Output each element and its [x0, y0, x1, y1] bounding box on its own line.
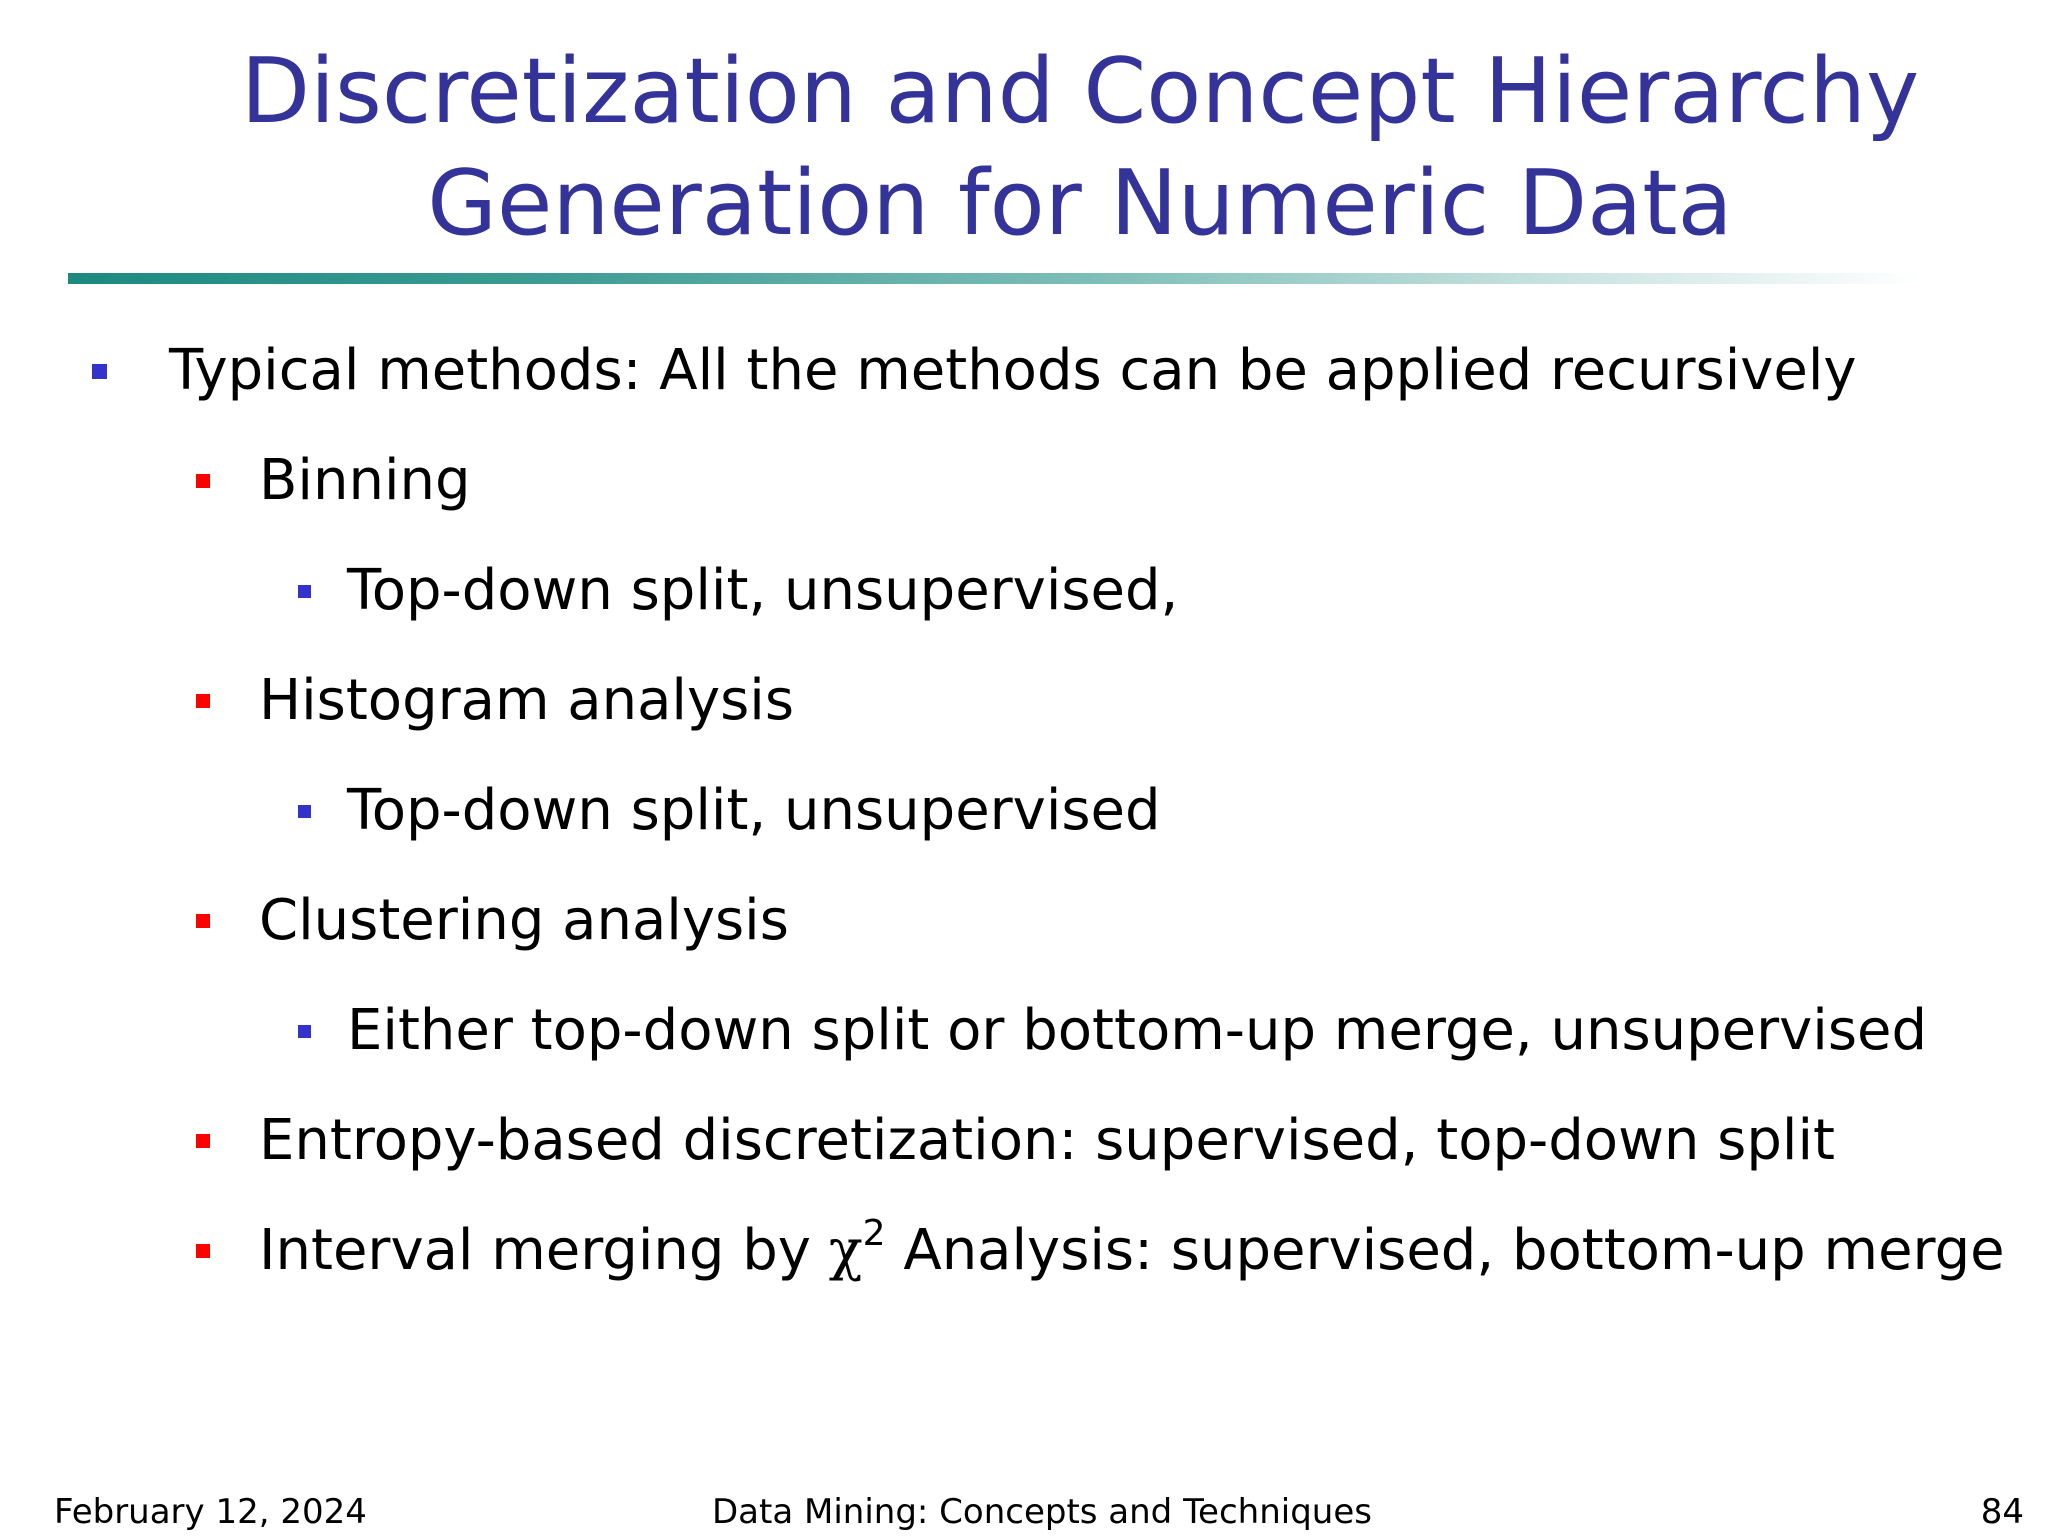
square-bullet-icon: [196, 1244, 210, 1258]
square-bullet-icon: [92, 364, 107, 379]
bullet-text: [259, 1213, 2005, 1286]
bullet-histogram-analysis: [196, 666, 794, 736]
bullet-text: Top-down split, unsupervised: [347, 778, 1161, 843]
slide-title: [230, 36, 1930, 260]
square-bullet-icon: [196, 1134, 210, 1148]
bullet-clustering-analysis: [196, 886, 789, 956]
interval-merging-suffix: Analysis: supervised, bottom-up merge: [885, 1218, 2005, 1283]
bullet-histogram-detail: [298, 776, 1161, 846]
square-bullet-icon: [298, 585, 311, 598]
bullet-text: Top-down split, unsupervised,: [347, 558, 1179, 623]
slide-title-line-1: Discretization and Concept Hierarchy: [240, 39, 1920, 144]
bullet-binning: [196, 446, 471, 516]
slide-title-line-2: Generation for Numeric Data: [427, 151, 1733, 256]
square-bullet-icon: [196, 474, 210, 488]
square-bullet-icon: [298, 1025, 311, 1038]
footer-page-number: 84: [1980, 1492, 2024, 1532]
bullet-text: Either top-down split or bottom-up merge, unsupervised: [347, 998, 1928, 1063]
footer-date: February 12, 2024: [54, 1492, 367, 1532]
chi-symbol: χ: [828, 1218, 863, 1283]
bullet-text: Histogram analysis: [259, 668, 795, 733]
bullet-text: Typical methods: All the methods can be applied recursively: [169, 338, 1857, 403]
square-bullet-icon: [298, 805, 311, 818]
bullet-interval-merging: [196, 1213, 2005, 1286]
chi-superscript: 2: [862, 1213, 886, 1254]
interval-merging-prefix: Interval merging by: [259, 1218, 829, 1283]
square-bullet-icon: [196, 694, 210, 708]
bullet-text: Binning: [259, 448, 471, 513]
bullet-binning-detail: [298, 556, 1178, 626]
bullet-text: Entropy-based discretization: supervised, top-down split: [259, 1108, 1835, 1173]
bullet-typical-methods: [92, 336, 1857, 406]
bullet-text: Clustering analysis: [259, 888, 789, 953]
square-bullet-icon: [196, 914, 210, 928]
bullet-entropy-discretization: [196, 1106, 1835, 1176]
footer-course-title: Data Mining: Concepts and Techniques: [712, 1492, 1372, 1532]
bullet-clustering-detail: [298, 996, 1927, 1066]
title-divider: [68, 273, 1920, 284]
